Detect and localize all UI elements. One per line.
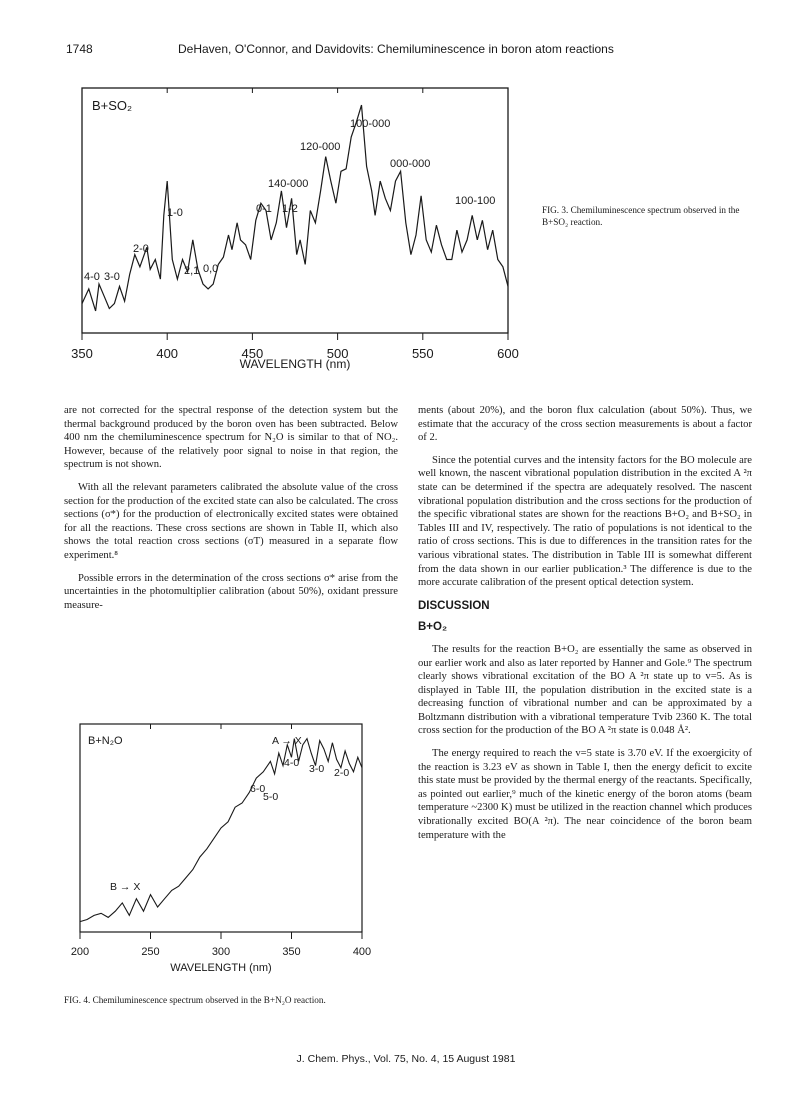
f3-ann-3-0: 3-0 (104, 271, 120, 283)
figure-3-xtick-label: 550 (411, 346, 434, 361)
right-paragraph-1: ments (about 20%), and the boron flux calculation (about 50%). Thus, we estimate that the accuracy of the cross section measurements is about a factor of 2. (418, 405, 752, 444)
f3-ann-140-000: 140-000 (268, 178, 309, 190)
figure-3-xtick-label: 600 (497, 346, 519, 361)
running-title: DeHaven, O'Connor, and Davidovits: Chemiluminescence in boron atom reactions (178, 42, 614, 56)
f3-ann-1-2: 1-2 (282, 203, 298, 215)
figure-4-xtick-label: 350 (282, 946, 301, 958)
journal-footer: J. Chem. Phys., Vol. 75, No. 4, 15 August 1981 (296, 1053, 516, 1065)
f3-ann-4-0: 4-0 (84, 271, 100, 283)
right-paragraph-2: Since the potential curves and the intensity factors for the BO molecule are well known, the nascent vibrational population distribution in the excited A ²π state can be determined if the spectra are adequately resolved. The nascent vibrational population distribution and the cross sections for the production of the specific vibrational states are shown for the reactions B+O₂ and B+SO₂ in Tables III and IV, respectively. The ratio of populations is not identical to the ratio of cross sections. This is due to differences in the transition rates for the various vibrational states. The distribution in Table III is somewhat different from the data shown in our earlier publication.³ The difference is due to the more accurate calibration of the present optical detection system. (418, 454, 752, 589)
f4-ann-2-0: 2-0 (334, 767, 350, 779)
figure-3-xtick-label: 500 (326, 346, 349, 361)
figure-3-xtick-label: 450 (241, 346, 264, 361)
f4-ann-a-x: A → X (272, 735, 302, 747)
left-paragraph-2: With all the relevant parameters calibrated the absolute value of the cross section for the production of the excited state can also be calculated. The cross sections (σ*) for the production of electronically excited states were obtained for all the reactions. These cross sections are shown in Table II, which also shows the total reaction cross sections (σT) measured in a separate flow experiment.⁸ (64, 481, 398, 561)
f4-ann-4-0: 4-0 (284, 757, 300, 769)
figure-4-xtick-label: 400 (352, 946, 372, 958)
figure-3-annotations (84, 118, 495, 283)
page-number: 1748 (66, 42, 93, 56)
figure-3-chart (60, 70, 530, 380)
f4-ann-3-0: 3-0 (309, 763, 325, 775)
figure-4-chart (58, 712, 378, 982)
f4-ann-6-0: 6-0 (250, 783, 266, 795)
figure-3-xticks (71, 88, 519, 361)
discussion-heading: DISCUSSION (418, 599, 490, 612)
figure-3-xlabel: WAVELENGTH (nm) (239, 357, 351, 371)
figure-4-xticks (71, 724, 371, 958)
right-column (418, 404, 752, 851)
f4-ann-5-0: 5-0 (263, 791, 279, 803)
discussion-subheading: B+O₂ (418, 621, 448, 634)
f3-ann-0-1: 0-1 (256, 203, 272, 215)
figure-4-title: B+N₂O (88, 735, 123, 747)
figure-3-title: B+SO₂ (92, 98, 133, 113)
left-column (64, 404, 398, 621)
figure-3-xtick-label: 350 (71, 346, 93, 361)
f3-ann-2-0: 2-0 (133, 243, 149, 255)
f4-ann-b-x: B → X (110, 881, 141, 893)
figure-4-xtick-label: 300 (211, 946, 231, 958)
f3-ann-120-000: 120-000 (300, 141, 341, 153)
f3-ann-100-000: 100-000 (350, 118, 391, 130)
f3-ann-000-000: 000-000 (390, 158, 431, 170)
figure-3-caption: FIG. 3. Chemiluminescence spectrum observed in the B+SO₂ reaction. (542, 205, 740, 227)
figure-4-xtick-label: 250 (141, 946, 160, 958)
f3-ann-2-1: 2,1 (184, 265, 200, 277)
left-paragraph-3: Possible errors in the determination of the cross sections σ* arise from the uncertainties in the photomultiplier calibration (about 50%), oxidant pressure measure- (64, 572, 398, 611)
figure-4-xtick-label: 200 (70, 946, 90, 958)
discussion-paragraph-1: The results for the reaction B+O₂ are essentially the same as observed in our earlier work and also as later reported by Hanner and Gole.⁹ The spectrum clearly shows vibrational excitation of the BO A ²π state up to v=5. As is displayed in Table III, the population distribution in the excited state is a decreasing function of vibrational number and can be approximated by a Boltzmann distribution with a vibrational temperature Tvib 2360 K. The total cross section for the production of the BO A ²π state is 0.048 Å². (418, 643, 752, 737)
discussion-paragraph-2: The energy required to reach the v=5 state is 3.70 eV. If the exoergicity of the reaction is 3.23 eV as shown in Table I, then the energy deficit to excite this state must be provided by the thermal energy of the reactants. Specifically, as pointed out earlier,⁹ much of the kinetic energy of the boron atoms (beam temperature ~2300 K) must be utilized in the reaction channel which produces vibrationally excited BO(A ²π). The near coincidence of the boron beam temperature with the (418, 748, 752, 841)
left-paragraph-1: are not corrected for the spectral response of the detection system but the thermal background produced by the boron oven has been subtracted. Below 400 nm the chemiluminescence spectrum for N₂O is similar to that of NO₂. However, because of the relatively poor signal to noise in that region, the spectrum is not shown. (64, 405, 398, 471)
figure-4-xlabel: WAVELENGTH (nm) (170, 962, 272, 974)
f3-ann-1-0: 1-0 (167, 207, 183, 219)
figure-3-xtick-label: 400 (156, 346, 179, 361)
f3-ann-0-0: 0,0 (203, 263, 219, 275)
f3-ann-100-100: 100-100 (455, 195, 496, 207)
figure-4-caption: FIG. 4. Chemiluminescence spectrum observed in the B+N₂O reaction. (64, 995, 326, 1005)
